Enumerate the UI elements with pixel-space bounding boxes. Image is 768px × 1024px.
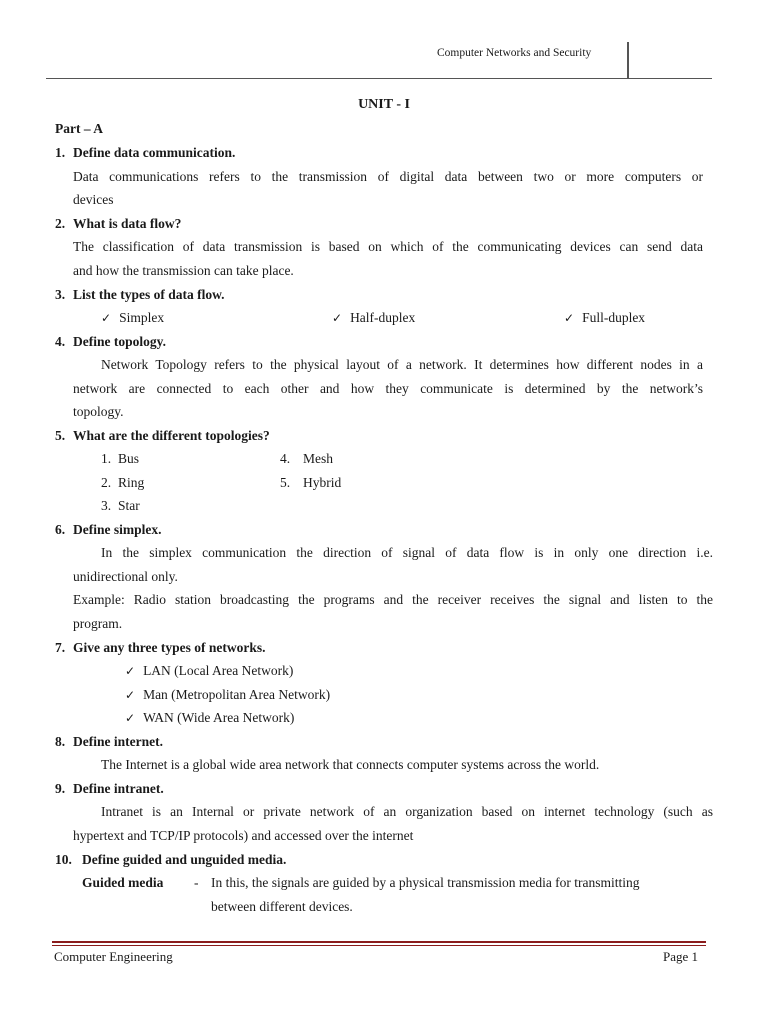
q10-number: 10. [55,852,72,867]
q1-answer-line1: Data communications refers to the transmission of digital data between two or more computers or [73,169,703,184]
footer-department: Computer Engineering [54,949,173,964]
q4-answer-line1: Network Topology refers to the physical layout of a network. It determines how different nodes in a [101,357,703,372]
q5-question: What are the different topologies? [73,428,270,443]
q4-answer-line2: network are connected to each other and how they communicate is determined by the network’s [73,381,703,396]
q3-question: List the types of data flow. [73,287,225,302]
q10-answer-line2: between different devices. [211,899,353,914]
q8-number: 8. [55,734,66,749]
q9-answer-line1: Intranet is an Internal or private network of an organization based on internet technology (such as [101,804,713,819]
q1-question: Define data communication. [73,145,236,160]
network-type-item: ✓ Man (Metropolitan Area Network) [125,687,330,703]
q9-number: 9. [55,781,66,796]
q4-number: 4. [55,334,66,349]
q1-answer-line2: devices [73,192,114,207]
q8-question: Define internet. [73,734,163,749]
dataflow-item: ✓ Half-duplex [332,310,415,326]
q1-number: 1. [55,145,66,160]
topology-name: Star [118,498,140,513]
topology-name: Bus [118,451,140,466]
q9-question: Define intranet. [73,781,164,796]
network-type-item: ✓ LAN (Local Area Network) [125,663,293,679]
q7-question: Give any three types of networks. [73,640,266,655]
q6-answer-line1: In the simplex communication the direction of signal of data flow is in only one direction i.e. [101,545,713,560]
q8-answer-line1: The Internet is a global wide area network that connects computer systems across the world. [101,757,600,772]
header-horizontal-rule [46,78,712,79]
header-vertical-rule [627,42,629,78]
dataflow-item: ✓ Simplex [101,310,164,326]
q7-number: 7. [55,640,66,655]
footer-page-number: Page 1 [663,949,699,964]
q4-answer-line3: topology. [73,404,124,419]
footer-rule-thin [52,945,706,946]
topology-name: Hybrid [303,475,342,490]
q6-question: Define simplex. [73,522,162,537]
running-header-title: Computer Networks and Security [437,47,592,59]
q6-answer-line3: Example: Radio station broadcasting the programs and the receiver receives the signal and listen to the [73,592,713,607]
dataflow-item: ✓ Full-duplex [564,310,645,326]
q4-question: Define topology. [73,334,166,349]
q2-answer-line1: The classification of data transmission is based on which of the communicating devices can send data [73,239,703,254]
topology-name: Ring [118,475,145,490]
unit-heading: UNIT - I [358,97,410,112]
q6-number: 6. [55,522,66,537]
topology-number: 4. [280,451,291,466]
definition-dash: - [194,875,199,890]
topology-number: 5. [280,475,291,490]
topology-name: Mesh [303,451,333,466]
q10-question: Define guided and unguided media. [82,852,287,867]
q6-answer-line2: unidirectional only. [73,569,178,584]
part-heading: Part – A [55,121,103,136]
guided-media-term: Guided media [82,875,164,890]
q2-number: 2. [55,216,66,231]
q9-answer-line2: hypertext and TCP/IP protocols) and accessed over the internet [73,828,414,843]
topology-number: 1. [101,451,112,466]
q6-answer-line4: program. [73,616,123,631]
q5-number: 5. [55,428,66,443]
footer-rule-thick [52,941,706,943]
q3-number: 3. [55,287,66,302]
q2-answer-line2: and how the transmission can take place. [73,263,294,278]
topology-number: 2. [101,475,112,490]
topology-number: 3. [101,498,112,513]
q10-answer-line1: In this, the signals are guided by a physical transmission media for transmitting [211,875,640,890]
network-type-item: ✓ WAN (Wide Area Network) [125,710,294,726]
q2-question: What is data flow? [73,216,182,231]
